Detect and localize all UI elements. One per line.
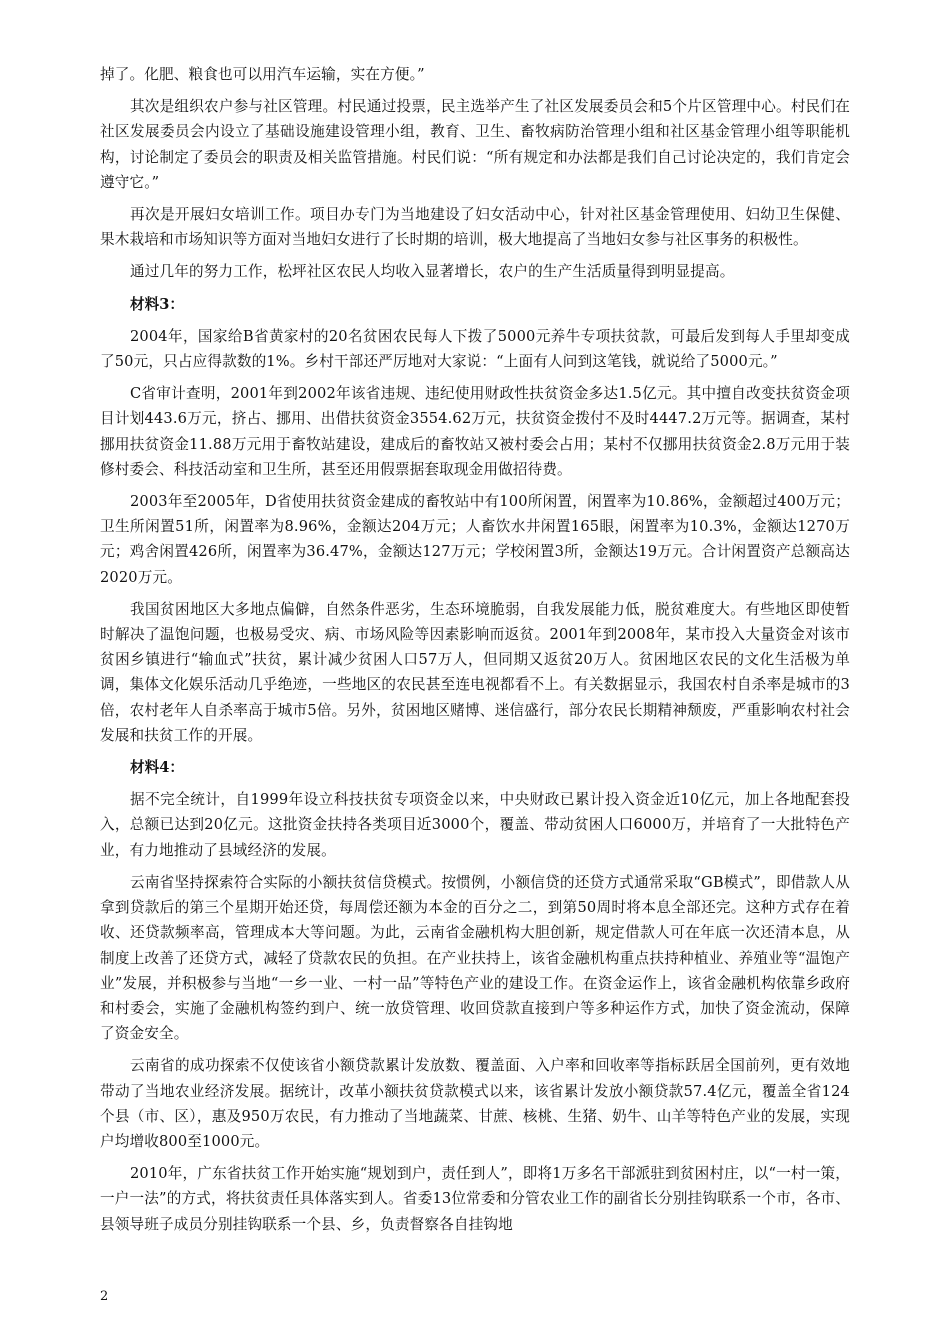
- paragraph-d-province-idle-assets: 2003年至2005年，D省使用扶贫资金建成的畜牧站中有100所闲置，闲置率为10.86%，金额超过400万元；卫生所闲置51所，闲置率为8.96%，金额达204万元；人畜饮水井闲置165眼，闲置率为10.3%，金额达1270万元；鸡舍闲置426所，闲置率为36.47%，金额达127万元；学校闲置3所，金额达19万元。合计闲置资产总额高达2020万元。: [100, 493, 850, 586]
- paragraph-community-management: 其次是组织农户参与社区管理。村民通过投票，民主选举产生了社区发展委员会和5个片区管理中心。村民们在社区发展委员会内设立了基础设施建设管理小组，教育、卫生、畜牧病防治管理小组和社区基金管理小组等职能机构，讨论制定了委员会的职责及相关监管措施。村民们说：“所有规定和办法都是我们自己讨论决定的，我们肯定会遵守它。”: [100, 98, 850, 191]
- paragraph-c-province-audit: C省审计查明，2001年到2002年该省违规、违纪使用财政性扶贫资金多达1.5亿元。其中擅自改变扶贫资金项目计划443.6万元，挤占、挪用、出借扶贫资金3554.62万元，扶贫资金拨付不及时4447.2万元等。据调查，某村挪用扶贫资金11.88万元用于畜牧站建设，建成后的畜牧站又被村委会占用；某村不仅挪用扶贫资金2.8万元用于装修村委会、科技活动室和卫生所，甚至还用假票据套取现金用做招待费。: [100, 385, 850, 478]
- paragraph-continuation: 掉了。化肥、粮食也可以用汽车运输，实在方便。”: [100, 66, 425, 83]
- section-heading-material-4: 材料4：: [130, 759, 184, 777]
- paragraph-tech-poverty-fund: 据不完全统计，自1999年设立科技扶贫专项资金以来，中央财政已累计投入资金近10亿元，加上各地配套投入，总额已达到20亿元。这批资金扶持各类项目近3000个，覆盖、带动贫困人口6000万，并培育了一大批特色产业，有力地推动了县域经济的发展。: [100, 791, 850, 859]
- paragraph-yunnan-microcredit: 云南省坚持探索符合实际的小额扶贫信贷模式。按惯例，小额信贷的还贷方式通常采取“GB模式”，即借款人从拿到贷款后的第三个星期开始还贷，每周偿还额为本金的百分之二，到第50周时将本息全部还完。这种方式存在着收、还贷款频率高，管理成本大等问题。为此，云南省金融机构大胆创新，规定借款人可在年底一次还清本息，从制度上改善了还贷方式，减轻了贷款农民的负担。在产业扶持上，该省金融机构重点扶持种植业、养殖业等“温饱产业”发展，并积极参与当地“一乡一业、一村一品”等特色产业的建设工作。在资金运作上，该省金融机构依靠乡政府和村委会，实施了金融机构签约到户、统一放贷管理、收回贷款直接到户等多种运作方式，加快了资金流动，保障了资金安全。: [100, 873, 850, 1043]
- paragraph-guangdong-2010: 2010年，广东省扶贫工作开始实施“规划到户，责任到人”，即将1万多名干部派驻到贫困村庄，以“一村一策，一户一法”的方式，将扶贫责任具体落实到人。省委13位常委和分管农业工作的副省长分别挂钩联系一个市，各市、县领导班子成员分别挂钩联系一个县、乡，负责督察各自挂钩地: [100, 1165, 850, 1233]
- paragraph-income-growth: 通过几年的努力工作，松坪社区农民人均收入显著增长，农户的生产生活质量得到明显提高。: [130, 263, 735, 281]
- paragraph-poverty-regions: 我国贫困地区大多地点偏僻，自然条件恶劣，生态环境脆弱，自我发展能力低，脱贫难度大。有些地区即使暂时解决了温饱问题，也极易受灾、病、市场风险等因素影响而返贫。2001年到2008年，某市投入大量资金对该市贫困乡镇进行“输血式”扶贫，累计减少贫困人口57万人，但同期又返贫20万人。贫困地区农民的文化生活极为单调，集体文化娱乐活动几乎绝迹，一些地区的农民甚至连电视都看不上。有关数据显示，我国农村自杀率是城市的3倍，农村老年人自杀率高于城市5倍。另外，贫困地区赌博、迷信盛行，部分农民长期精神颓废，严重影响农村社会发展和扶贫工作的开展。: [100, 600, 850, 744]
- paragraph-huangjia-village: 2004年，国家给B省黄家村的20名贫困农民每人下拨了5000元养牛专项扶贫款，可最后发到每人手里却变成了50元，只占应得款数的1%。乡村干部还严厉地对大家说：“上面有人问到这笔钱，就说给了5000元。”: [100, 327, 850, 371]
- paragraph-yunnan-results: 云南省的成功探索不仅使该省小额贷款累计发放数、覆盖面、入户率和回收率等指标跃居全国前列，更有效地带动了当地农业经济发展。据统计，改革小额扶贫贷款模式以来，该省累计发放小额贷款57.4亿元，覆盖全省124个县（市、区），惠及950万农民，有力推动了当地蔬菜、甘蔗、核桃、生猪、奶牛、山羊等特色产业的发展，实现户均增收800至1000元。: [100, 1057, 850, 1150]
- section-heading-material-3: 材料3：: [130, 295, 184, 313]
- page-number: 2: [100, 1289, 109, 1304]
- paragraph-women-training: 再次是开展妇女培训工作。项目办专门为当地建设了妇女活动中心，针对社区基金管理使用、妇幼卫生保健、果木栽培和市场知识等方面对当地妇女进行了长时期的培训，极大地提高了当地妇女参与社区事务的积极性。: [100, 206, 850, 249]
- document-body: [100, 62, 850, 1244]
